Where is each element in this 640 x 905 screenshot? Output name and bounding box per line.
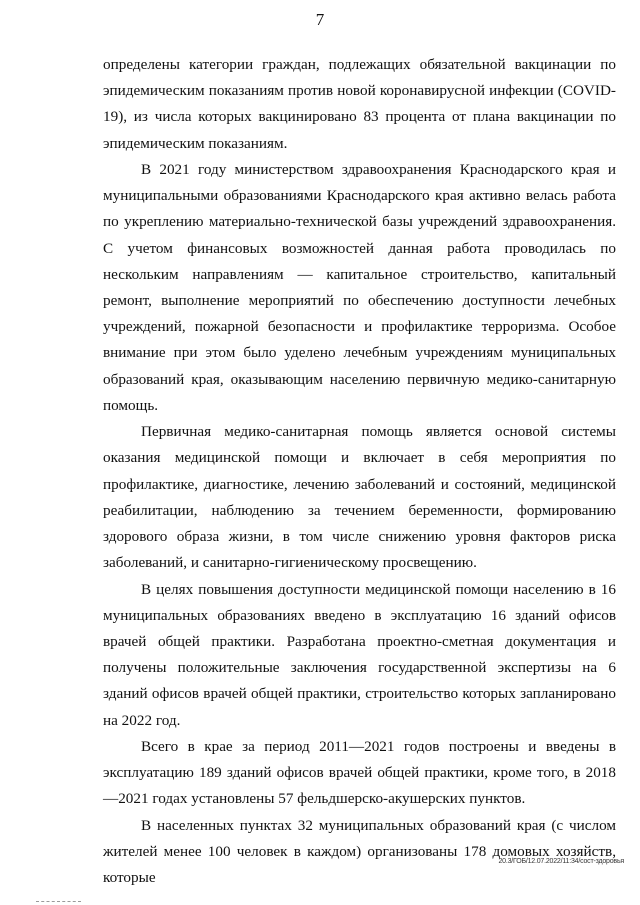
paragraph-gp-offices: В целях повышения доступности медицинской помощи населению в 16 муниципальных образованиях введено в эксплуатацию 16 зданий офисов врачей общей практики. Разработана проектно-сметная документация и получены положительные заключения государственной экспертизы на 6 зданий офисов врачей общей практики, строительство которых запланировано на 2022 год. [103, 580, 616, 729]
footer-document-code: 20.3/ГОБ/12.07.2022/11:34/сост-здоровья [498, 858, 624, 865]
paragraph-households: В населенных пунктах 32 муниципальных образований края (с числом жителей менее 100 человек в каждом) организованы 178 домовых хозяйств, которые [103, 816, 616, 887]
body-text [103, 52, 616, 892]
page-number: 7 [315, 10, 325, 29]
paragraph-infrastructure: В 2021 году министерством здравоохранения Краснодарского края и муниципальными образованиями Краснодарского края активно велась работа по укреплению материально-технической базы учреждений здравоохранения. С учетом финансовых возможностей данная работа проводилась по нескольким направлениям — капитальное строительство, капитальный ремонт, выполнение мероприятий по обеспечению доступности лечебных учреждений, пожарной безопасности и профилактике терроризма. Особое внимание при этом было уделено лечебным учреждениям муниципальных образований края, оказывающим населению первичную медико-санитарную помощь. [103, 161, 616, 414]
paragraph-primary-care: Первичная медико-санитарная помощь является основой системы оказания медицинской помощи и включает в себя мероприятия по профилактике, диагностике, лечению заболеваний и состояний, медицинской реабилитации, наблюдению за течением беременности, формированию здорового образа жизни, в том числе снижению уровня факторов риска заболеваний, и санитарно-гигиеническому просвещению. [103, 423, 616, 572]
paragraph-totals: Всего в крае за период 2011—2021 годов построены и введены в эксплуатацию 189 зданий офисов врачей общей практики, кроме того, в 2018—2021 годах установлены 57 фельдшерско-акушерских пунктов. [103, 738, 616, 808]
paragraph-vaccination: определены категории граждан, подлежащих обязательной вакцинации по эпидемическим показаниям против новой коронавирусной инфекции (COVID-19), из числа которых вакцинировано 83 процента от плана вакцинации по эпидемическим показаниям. [103, 56, 616, 152]
scan-edge-mark [36, 901, 81, 903]
